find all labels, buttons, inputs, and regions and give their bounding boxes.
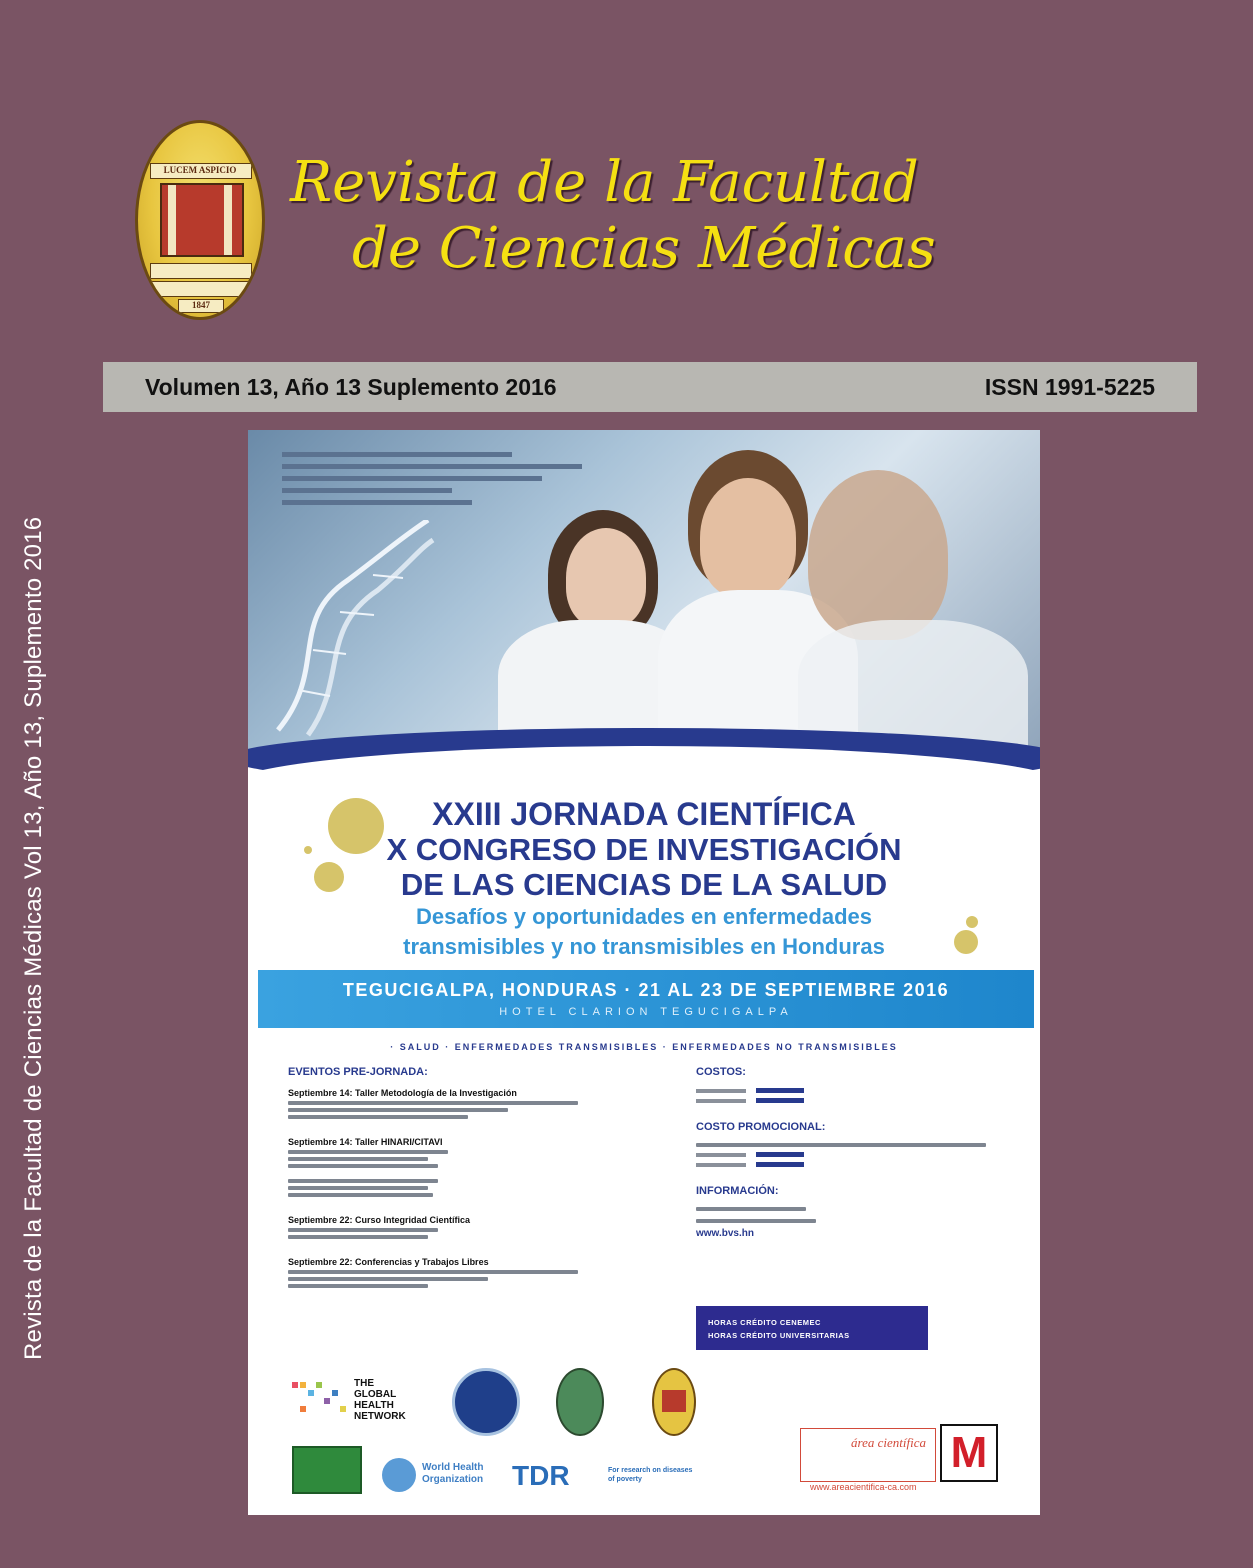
journal-title <box>290 150 1170 282</box>
issn: ISSN 1991-5225 <box>984 373 1155 400</box>
seal-motto: LUCEM ASPICIO <box>163 165 237 175</box>
congress-poster <box>248 430 1040 1515</box>
heading-jornada: XXIII JORNADA CIENTÍFICA <box>432 796 856 832</box>
scientist-glasses <box>808 470 948 640</box>
location-date: TEGUCIGALPA, HONDURAS · 21 AL 23 DE SEPTIEMBRE 2016 <box>342 980 950 1000</box>
dna-helix-icon <box>268 520 438 740</box>
promo-cost-title: COSTO PROMOCIONAL: <box>696 1121 826 1133</box>
faculty-seal-logo <box>652 1368 696 1436</box>
seal-year: 1847 <box>178 299 224 313</box>
credit-hours-box <box>696 1306 928 1350</box>
credits-cenemec: HORAS CRÉDITO CENEMEC <box>708 1318 821 1327</box>
heading-congreso: X CONGRESO DE INVESTIGACIÓN <box>386 832 902 867</box>
journal-title-line2: de Ciencias Médicas <box>352 216 936 281</box>
hero-photo <box>248 430 1040 760</box>
circular-seal-logo <box>452 1368 520 1436</box>
subtitle-line2: transmisibles y no transmisibles en Honduras <box>403 934 885 959</box>
info-title: INFORMACIÓN: <box>696 1185 779 1197</box>
topics-line: · SALUD · ENFERMEDADES TRANSMISIBLES · ENFERMEDADES NO TRANSMISIBLES <box>390 1042 898 1052</box>
venue: HOTEL CLARION TEGUCIGALPA <box>499 1006 793 1018</box>
location-banner <box>258 970 1034 1028</box>
spine-text: Revista de la Facultad de Ciencias Médicas Vol 13, Año 13, Suplemento 2016 <box>20 516 47 1360</box>
university-seal-logo <box>135 120 265 320</box>
website-link: www.bvs.hn <box>696 1228 754 1239</box>
credits-university: HORAS CRÉDITO UNIVERSITARIAS <box>708 1331 850 1340</box>
journal-title-line1: Revista de la Facultad <box>290 150 919 215</box>
event-item: Septiembre 22: Curso Integridad Científica <box>288 1215 471 1225</box>
who-logo: World Health Organization <box>382 1458 502 1492</box>
green-square-logo <box>292 1446 362 1494</box>
volume-info: Volumen 13, Año 13 Suplemento 2016 <box>145 373 557 400</box>
event-item: Septiembre 14: Taller Metodología de la Investigación <box>288 1088 517 1098</box>
global-health-network-logo: THE GLOBAL HEALTH NETWORK <box>292 1376 422 1428</box>
heading-ciencias-salud: DE LAS CIENCIAS DE LA SALUD <box>400 867 888 902</box>
sponsor-url: www.areacientifica-ca.com <box>810 1482 917 1492</box>
seal-building-emblem <box>160 183 244 257</box>
events-column <box>288 1066 648 1288</box>
area-cientifica-sponsor-logo: área científica M www.areacientifica-ca.com <box>800 1414 1000 1494</box>
green-seal-logo <box>556 1368 604 1436</box>
volume-bar <box>103 362 1197 412</box>
subtitle-line1: Desafíos y oportunidades en enfermedades <box>415 904 873 929</box>
costs-column <box>696 1066 1016 1239</box>
event-item: Septiembre 14: Taller HINARI/CITAVI <box>288 1137 443 1147</box>
tdr-logo: TDR For research on diseases of poverty <box>512 1460 693 1491</box>
costs-title: COSTOS: <box>696 1066 746 1078</box>
events-title: EVENTOS PRE-JORNADA: <box>288 1066 428 1078</box>
event-item: Septiembre 22: Conferencias y Trabajos Libres <box>288 1257 489 1267</box>
